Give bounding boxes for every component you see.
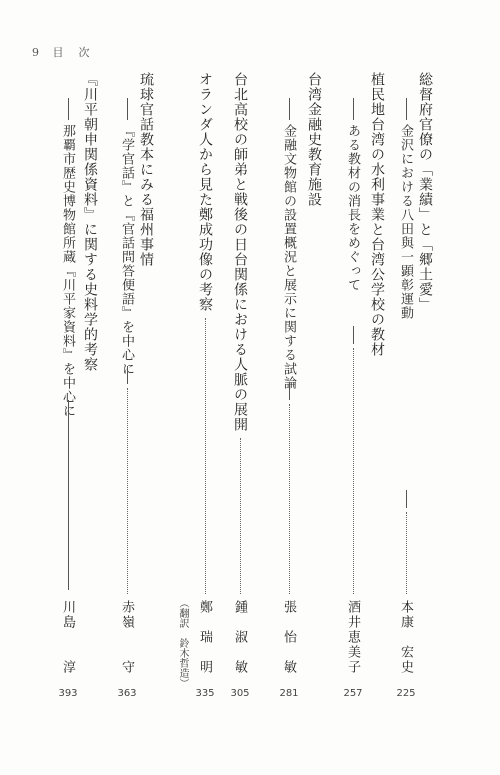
entry-title: 台北高校の師弟と戦後の日台関係における人脈の展開: [232, 72, 248, 432]
entry-author: 酒井恵美子: [345, 600, 360, 675]
leader-dots: [205, 318, 206, 594]
subtitle-dash: [127, 366, 128, 384]
toc-header: [32, 44, 92, 60]
entry-subtitle: 金沢における八田與一顕彰運動: [398, 124, 413, 320]
leader-dots: [289, 404, 290, 594]
entry-author: 鍾 淑 敏: [232, 600, 247, 675]
subtitle-dash: [68, 400, 69, 590]
entry-author: 本康 宏史: [398, 600, 413, 675]
subtitle-dash: [353, 326, 354, 344]
entry-title: 総督府官僚の「業績」と「郷土愛」: [417, 72, 433, 312]
entry-title: オランダ人から見た鄭成功像の考察: [197, 72, 213, 312]
leader-dots: [240, 438, 241, 594]
subtitle-dash: [406, 98, 407, 120]
entry-page: 257: [343, 688, 363, 699]
entry-title: 植民地台湾の水利事業と台湾公学校の教材: [369, 72, 385, 357]
subtitle-dash: [289, 382, 290, 400]
subtitle-dash: [289, 98, 290, 120]
leader-dots: [406, 512, 407, 594]
subtitle-dash: [353, 98, 354, 120]
subtitle-dash: [68, 98, 69, 120]
entry-subtitle: 金融文物館の設置概況と展示に関する試論: [281, 124, 296, 390]
subtitle-dash: [127, 98, 128, 120]
subtitle-dash: [406, 490, 407, 508]
entry-author: 鄭 瑞 明: [197, 600, 212, 675]
entry-page: 393: [58, 688, 78, 699]
entry-subtitle: ある教材の消長をめぐって: [345, 124, 360, 292]
entry-subtitle: 那覇市歴史博物館所蔵『川平家資料』を中心に: [60, 124, 75, 418]
entry-page: 305: [230, 688, 250, 699]
entry-page: 281: [279, 688, 299, 699]
entry-page: 335: [195, 688, 215, 699]
entry-author: 赤嶺 守: [119, 600, 134, 675]
entry-translator: （翻訳 鈴木哲造）: [177, 598, 188, 688]
header-page-number: 9: [32, 46, 41, 59]
entry-page: 363: [117, 688, 137, 699]
entry-title: 台湾金融史教育施設: [306, 72, 322, 207]
header-label: 目 次: [52, 46, 92, 59]
entry-title: 琉球官話教本にみる福州事情: [138, 72, 154, 267]
entry-author: 川島 淳: [60, 600, 75, 675]
entry-title: 『川平朝申関係資料』に関する史料学的考察: [82, 72, 98, 372]
entry-author: 張 怡 敏: [281, 600, 296, 675]
leader-dots: [127, 388, 128, 594]
entry-subtitle: 『学官話』と『官話問答便語』を中心に: [119, 124, 134, 376]
leader-dots: [353, 348, 354, 594]
entry-page: 225: [396, 688, 416, 699]
